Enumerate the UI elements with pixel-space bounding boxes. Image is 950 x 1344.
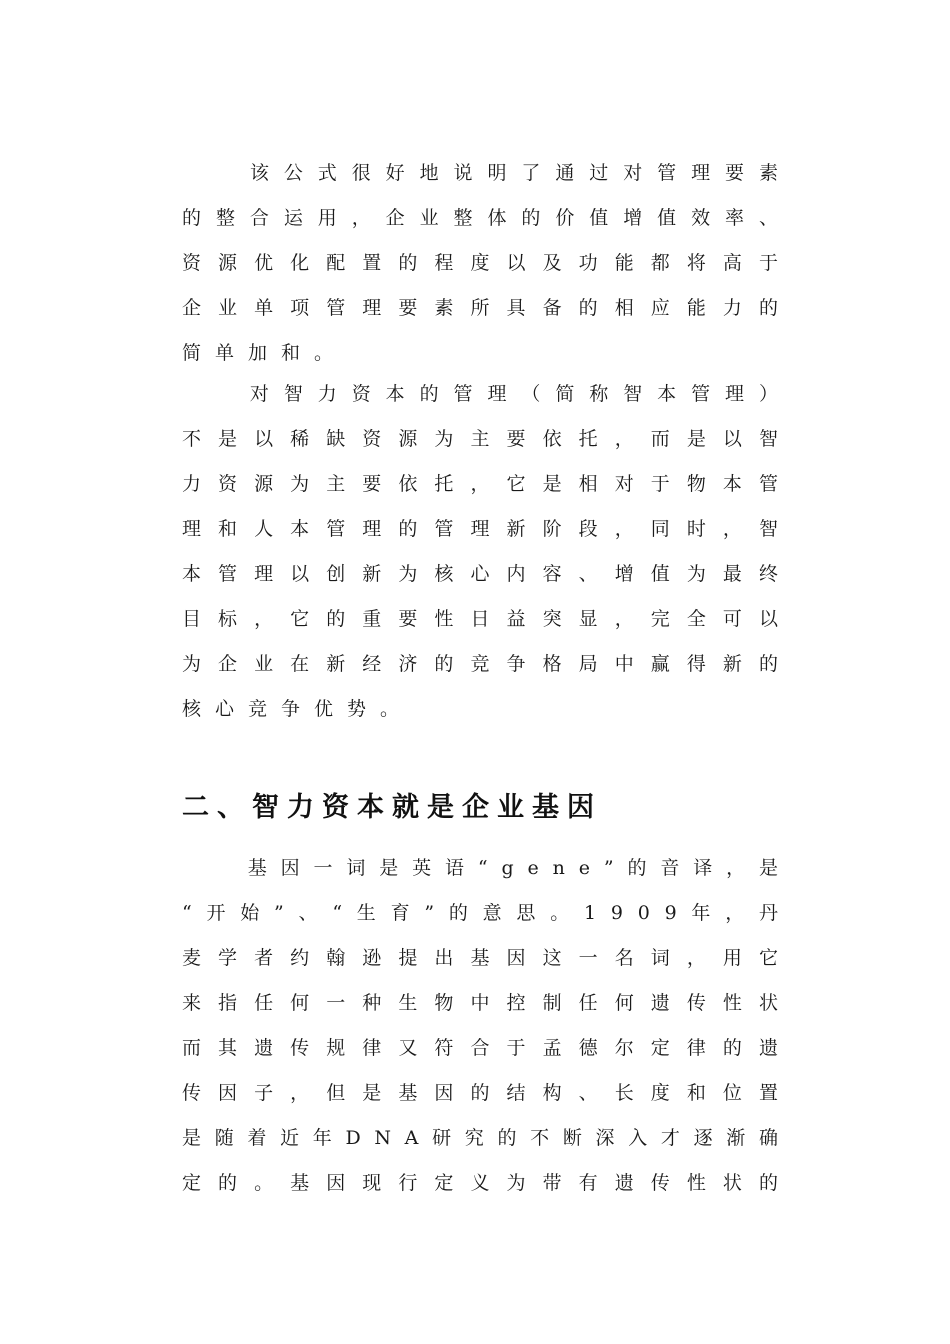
text-line xyxy=(182,1128,795,1173)
line-text: 该公式很好地说明了通过对管理要素 xyxy=(182,162,793,184)
text-line xyxy=(182,163,795,208)
section-heading: 二、智力资本就是企业基因 xyxy=(182,792,602,823)
line-text: 传因子，但是基因的结构、长度和位置 xyxy=(182,1082,796,1104)
text-line xyxy=(182,1038,795,1083)
line-text: 是随着近年DNA研究的不断深入才逐渐确 xyxy=(182,1127,792,1149)
text-line xyxy=(182,564,795,609)
line-text: 基因一词是英语“gene”的音译，是 xyxy=(182,857,792,879)
line-text: 对智力资本的管理（简称智本管理） xyxy=(182,383,793,405)
text-line xyxy=(182,208,795,253)
line-text: 麦学者约翰逊提出基因这一名词，用它 xyxy=(182,947,796,969)
line-text: “开始”、“生育”的意思。1909年，丹 xyxy=(182,902,793,924)
text-line xyxy=(182,384,795,429)
text-line xyxy=(182,654,795,699)
text-line xyxy=(182,903,795,948)
text-line xyxy=(182,699,795,744)
line-text: 简单加和。 xyxy=(182,342,348,364)
paragraph-gene-definition xyxy=(182,858,795,1218)
line-text: 资源优化配置的程度以及功能都将高于 xyxy=(182,252,796,274)
line-text: 来指任何一种生物中控制任何遗传性状 xyxy=(182,992,796,1014)
text-line xyxy=(182,474,795,519)
line-text: 目标，它的重要性日益突显，完全可以 xyxy=(182,608,796,630)
text-line xyxy=(182,858,795,903)
paragraph-intellectual-capital-management xyxy=(182,384,795,744)
text-line xyxy=(182,519,795,564)
text-line xyxy=(182,253,795,298)
text-line xyxy=(182,993,795,1038)
text-line xyxy=(182,429,795,474)
line-text: 定的。基因现行定义为带有遗传性状的 xyxy=(182,1172,796,1194)
line-text: 力资源为主要依托，它是相对于物本管 xyxy=(182,473,796,495)
paragraph-formula-explanation xyxy=(182,163,795,388)
line-text: 企业单项管理要素所具备的相应能力的 xyxy=(182,297,796,319)
text-line xyxy=(182,1083,795,1128)
text-line xyxy=(182,343,795,388)
line-text: 核心竞争优势。 xyxy=(182,698,414,720)
text-line xyxy=(182,298,795,343)
line-text: 不是以稀缺资源为主要依托，而是以智 xyxy=(182,428,796,450)
text-line xyxy=(182,609,795,654)
line-text: 的整合运用，企业整体的价值增值效率、 xyxy=(182,207,793,229)
text-line xyxy=(182,1173,795,1218)
line-text: 理和人本管理的管理新阶段，同时，智 xyxy=(182,518,796,540)
text-line xyxy=(182,948,795,993)
line-text: 本管理以创新为核心内容、增值为最终 xyxy=(182,563,796,585)
line-text: 为企业在新经济的竞争格局中赢得新的 xyxy=(182,653,796,675)
line-text: 而其遗传规律又符合于孟德尔定律的遗 xyxy=(182,1037,796,1059)
